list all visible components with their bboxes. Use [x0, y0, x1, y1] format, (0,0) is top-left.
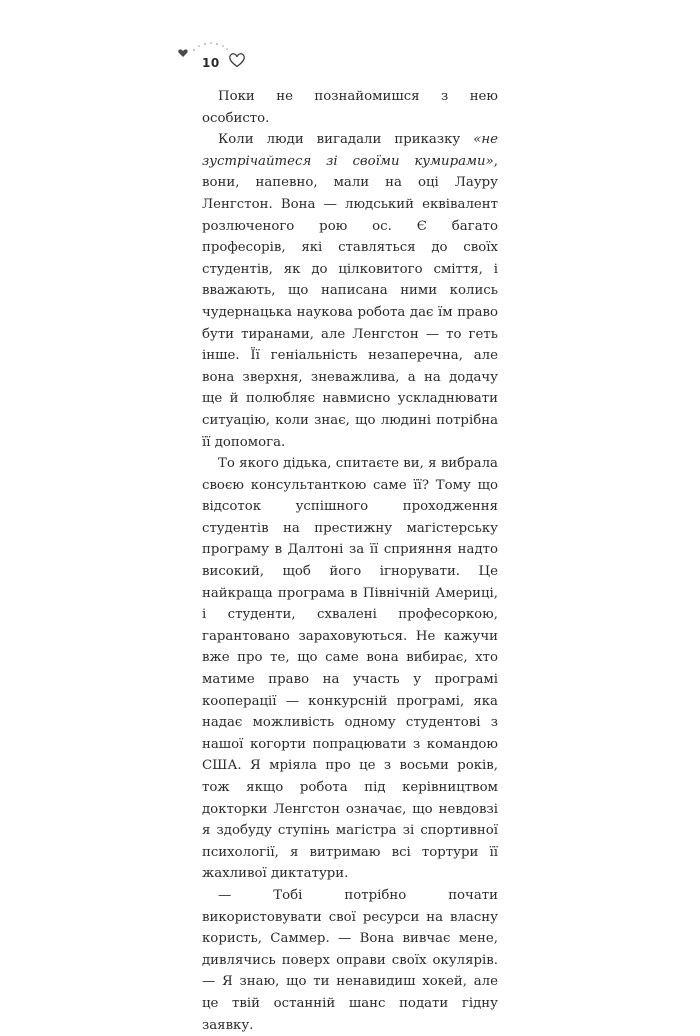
text-run: , вони, напевно, мали на оці Лауру Ленгстон. Вона — людський еквівалент розлюченого рою ос. Є багато професорів, які ставляться до своїх студентів, як до цілковитого сміття, і вважають, що написана ними колись чудернацька наукова робота дає їм право бути тиранами, але Ленгстон — то геть інше. Її геніальність незаперечна, але вона зверхня, зневажлива, а на додачу ще й полюбляє навмисно ускладнювати ситуацію, коли знає, що людині потрібна її допомога.: [202, 153, 498, 450]
text-run: Коли люди вигадали приказку: [218, 132, 474, 148]
page-header: [176, 40, 256, 80]
text-run: Поки не познайомишся з нею особисто.: [202, 89, 498, 126]
text-run: То якого дідька, спитаєте ви, я вибрала своєю консультанткою саме її? Тому що відсоток успішного проходження студентів на престижну магістерську програму в Далтоні за її сприяння надто високий, щоб його ігнорувати. Це найкраща програма в Північній Америці, і студенти, схвалені професоркою, гарантовано зараховуються. Не кажучи вже про те, що саме вона вибирає, хто матиме право на участь у програмі кооперації — конкурсній програмі, яка надає можливість одному студентові з нашої когорти попрацювати з командою США. Я мріяла про це з восьми років, тож якщо робота під керівництвом докторки Ленгстон означає, що невдовзі я здобуду ступінь магістра зі спортивної психології, я витримаю всі тортури її жахливої диктатури.: [202, 456, 498, 882]
paragraph: [202, 885, 498, 1036]
paragraph: [202, 453, 498, 885]
page-number: 10: [202, 56, 220, 70]
paragraph: [202, 129, 498, 453]
paragraph: [202, 86, 498, 129]
italic-text: «не зустрічайтеся зі своїми кумирами»: [202, 132, 498, 169]
heart-filled-icon: [178, 48, 188, 58]
decorative-dots-icon: [190, 40, 230, 56]
text-body: [202, 86, 498, 1036]
text-run: — Тобі потрібно почати використовувати свої ресурси на власну користь, Саммер. — Вона вивчає мене, дивлячись поверх оправи своїх окулярів. — Я знаю, що ти ненавидиш хокей, але це твій останній шанс подати гідну заявку.: [202, 887, 498, 1033]
heart-outline-icon: [228, 52, 246, 68]
